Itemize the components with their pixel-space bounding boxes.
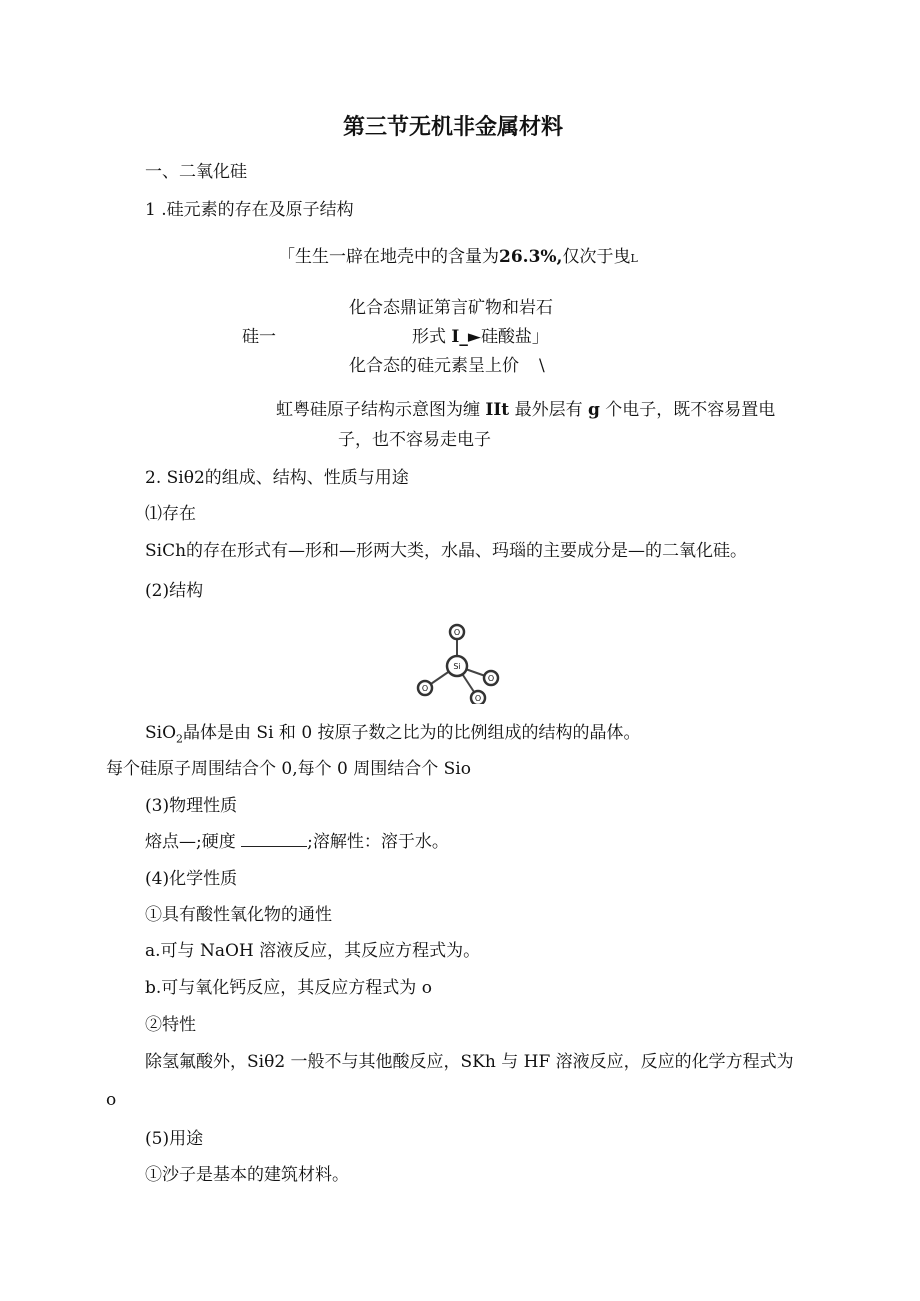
diagram-line-3: 形式 I_►硅酸盐」 bbox=[412, 327, 549, 347]
blank-line bbox=[241, 832, 307, 847]
oxygen-label: O bbox=[487, 674, 495, 683]
subheading-existence: ⑴存在 bbox=[145, 504, 196, 524]
structure-text-2: 每个硅原子周围结合个 0,每个 0 周围结合个 Sio bbox=[106, 759, 471, 779]
diagram-line-6: 子，也不容易走电子 bbox=[338, 430, 491, 450]
oxygen-label: O bbox=[453, 628, 461, 637]
subheading-chemical: (4)化学性质 bbox=[145, 869, 238, 889]
special-text-end: o bbox=[106, 1090, 117, 1110]
section-heading: 一、二氧化硅 bbox=[145, 162, 247, 182]
subheading-structure: (2)结构 bbox=[145, 581, 204, 601]
chem-text-a: a.可与 NaOH 溶液反应，其反应方程式为。 bbox=[145, 941, 481, 961]
item-heading-1: 1 .硅元素的存在及原子结构 bbox=[145, 200, 354, 220]
structure-text-1: SiO$_2$晶体是由 Si 和 0 按原子数之比为的比例组成的结构的晶体。 bbox=[145, 723, 641, 746]
diagram-line-4: 化合态的硅元素呈上价 \ bbox=[349, 356, 545, 376]
silicon-label: Si bbox=[453, 662, 461, 671]
chem-text-b: b.可与氧化钙反应，其反应方程式为 o bbox=[145, 978, 432, 998]
chem-point-1: ①具有酸性氧化物的通性 bbox=[145, 905, 332, 925]
chem-point-2: ②特性 bbox=[145, 1015, 196, 1035]
subheading-use: (5)用途 bbox=[145, 1129, 204, 1149]
special-text: 除氢氟酸外，Siθ2 一般不与其他酸反应，SKh 与 HF 溶液反应，反应的化学方程式为 bbox=[145, 1052, 794, 1072]
oxygen-label: O bbox=[474, 694, 482, 703]
diagram-line-1: 「生生一辟在地壳中的含量为26.3%,仅次于曳L bbox=[278, 247, 638, 267]
diagram-line-5: 虹粤硅原子结构示意图为缠 IIt 最外层有 g 个电子，既不容易置电 bbox=[276, 400, 776, 420]
use-text-1: ①沙子是基本的建筑材料。 bbox=[145, 1165, 349, 1185]
sio2-structure-figure bbox=[405, 618, 515, 704]
item-heading-2: 2. Siθ2的组成、结构、性质与用途 bbox=[145, 468, 409, 488]
oxygen-label: O bbox=[421, 684, 429, 693]
subheading-physical: (3)物理性质 bbox=[145, 796, 238, 816]
existence-text: SiCh的存在形式有—形和—形两大类，水晶、玛瑙的主要成分是—的二氧化硅。 bbox=[145, 541, 748, 561]
physical-text: 熔点—;硬度 ;溶解性：溶于水。 bbox=[145, 832, 449, 852]
diagram-left-label: 硅一 bbox=[242, 327, 276, 347]
page-title: 第三节无机非金属材料 bbox=[343, 115, 564, 140]
diagram-line-2: 化合态鼎证第言矿物和岩石 bbox=[349, 298, 553, 318]
